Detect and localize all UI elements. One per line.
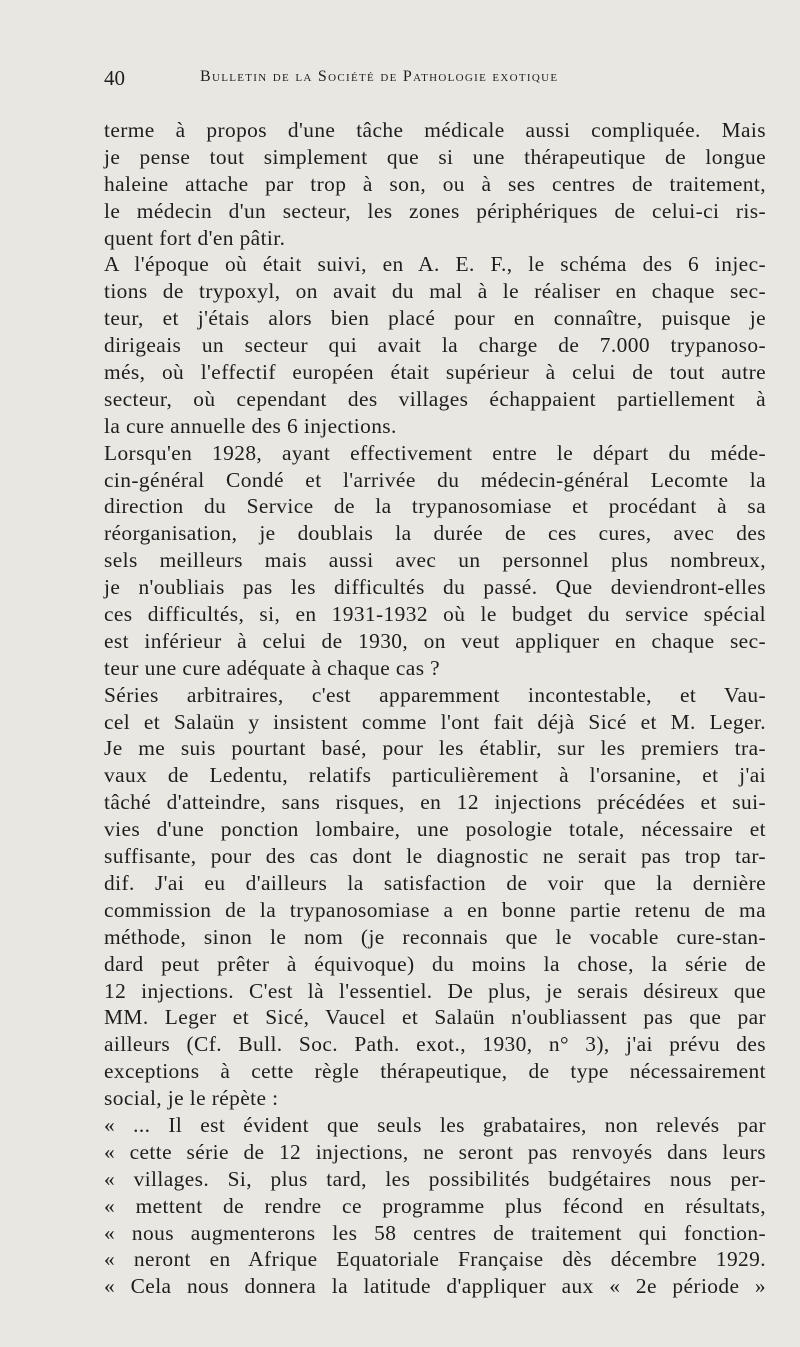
- text-line: « cette série de 12 injections, ne seront pas renvoyés dans leurs: [104, 1139, 766, 1164]
- text-line: « Cela nous donnera la latitude d'appliquer aux « 2e période »: [104, 1274, 766, 1299]
- text-line: « ... Il est évident que seuls les grabataires, non relevés par: [104, 1112, 766, 1137]
- text-line: 12 injections. C'est là l'essentiel. De plus, je serais désireux que: [104, 978, 766, 1003]
- text-line: cel et Salaün y insistent comme l'ont fait déjà Sicé et M. Leger.: [104, 709, 766, 734]
- body-text: [104, 117, 766, 1300]
- text-line: Lorsqu'en 1928, ayant effectivement entre le départ du méde-: [104, 440, 766, 465]
- text-line: secteur, où cependant des villages échappaient partiellement à: [104, 386, 766, 411]
- text-line: réorganisation, je doublais la durée de ces cures, avec des: [104, 521, 766, 546]
- text-line: teur, et j'étais alors bien placé pour en connaître, puisque je: [104, 306, 766, 331]
- text-line: ces difficultés, si, en 1931-1932 où le budget du service spécial: [104, 602, 766, 627]
- text-line: « neront en Afrique Equatoriale Française dès décembre 1929.: [104, 1247, 766, 1272]
- text-line: vies d'une ponction lombaire, une posologie totale, nécessaire et: [104, 817, 766, 842]
- text-line: teur une cure adéquate à chaque cas ?: [104, 655, 441, 680]
- text-line: quent fort d'en pâtir.: [104, 225, 286, 250]
- text-line: cin-général Condé et l'arrivée du médecin-général Lecomte la: [104, 467, 766, 492]
- text-line: « villages. Si, plus tard, les possibilités budgétaires nous per-: [104, 1166, 766, 1191]
- text-line: vaux de Ledentu, relatifs particulièrement à l'orsanine, et j'ai: [104, 763, 766, 788]
- text-line: més, où l'effectif européen était supérieur à celui de tout autre: [104, 360, 766, 385]
- text-line: A l'époque où était suivi, en A. E. F., le schéma des 6 injec-: [104, 252, 766, 277]
- text-line: sels meilleurs mais aussi avec un personnel plus nombreux,: [104, 548, 766, 573]
- text-line: haleine attache par trop à son, ou à ses centres de traitement,: [104, 171, 766, 196]
- text-line: je n'oubliais pas les difficultés du passé. Que deviendront-elles: [104, 575, 766, 600]
- page-header: [104, 66, 764, 96]
- page-number: 40: [104, 66, 125, 90]
- text-line: « mettent de rendre ce programme plus fécond en résultats,: [104, 1193, 766, 1218]
- text-line: dard peut prêter à équivoque) du moins la chose, la série de: [104, 951, 766, 976]
- text-line: « nous augmenterons les 58 centres de traitement qui fonction-: [104, 1220, 766, 1245]
- text-line: dif. J'ai eu d'ailleurs la satisfaction de voir que la dernière: [104, 870, 766, 895]
- text-line: commission de la trypanosomiase a en bonne partie retenu de ma: [104, 897, 766, 922]
- text-line: est inférieur à celui de 1930, on veut appliquer en chaque sec-: [104, 628, 766, 653]
- text-line: méthode, sinon le nom (je reconnais que le vocable cure-stan-: [104, 924, 766, 949]
- text-line: suffisante, pour des cas dont le diagnostic ne serait pas trop tar-: [104, 844, 766, 869]
- text-line: MM. Leger et Sicé, Vaucel et Salaün n'oubliassent pas que par: [104, 1005, 766, 1030]
- text-line: dirigeais un secteur qui avait la charge de 7.000 trypanoso-: [104, 333, 766, 358]
- text-line: tions de trypoxyl, on avait du mal à le réaliser en chaque sec-: [104, 279, 766, 304]
- text-line: le médecin d'un secteur, les zones périphériques de celui-ci ris-: [104, 198, 766, 223]
- text-line: Je me suis pourtant basé, pour les établir, sur les premiers tra-: [104, 736, 766, 761]
- text-line: ailleurs (Cf. Bull. Soc. Path. exot., 1930, n° 3), j'ai prévu des: [104, 1032, 766, 1057]
- running-title: Bulletin de la Société de Pathologie exotique: [200, 68, 559, 85]
- text-line: terme à propos d'une tâche médicale aussi compliquée. Mais: [104, 118, 766, 142]
- text-line: social, je le répète :: [104, 1086, 279, 1111]
- text-line: la cure annuelle des 6 injections.: [104, 413, 397, 438]
- text-line: je pense tout simplement que si une thérapeutique de longue: [104, 144, 766, 169]
- text-line: direction du Service de la trypanosomiase et procédant à sa: [104, 494, 766, 519]
- text-line: exceptions à cette règle thérapeutique, de type nécessairement: [104, 1059, 766, 1084]
- text-line: tâché d'atteindre, sans risques, en 12 injections précédées et sui-: [104, 790, 766, 815]
- text-line: Séries arbitraires, c'est apparemment incontestable, et Vau-: [104, 682, 766, 707]
